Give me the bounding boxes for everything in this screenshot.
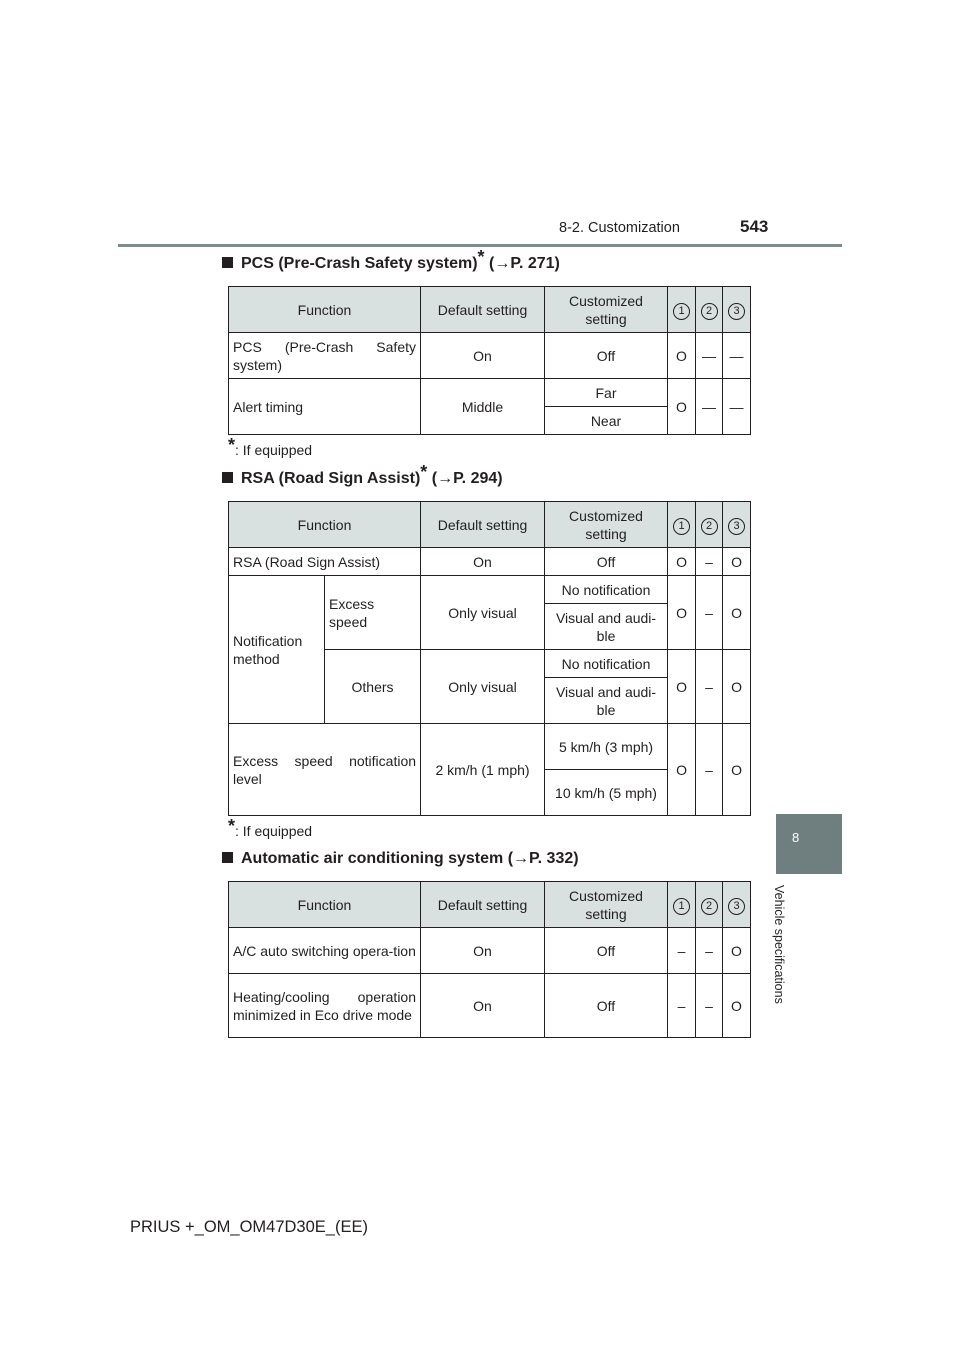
col3-header [723, 287, 751, 333]
default-setting-header: Default setting [421, 502, 545, 548]
rsa-section-title [222, 462, 503, 488]
customized-setting-header: Customized setting [545, 502, 668, 548]
footnote-star: * [228, 816, 236, 836]
c3-cell: O [723, 548, 751, 576]
table-row [229, 379, 751, 407]
c3-cell: O [723, 576, 751, 650]
pcs-section-title [222, 247, 560, 273]
circled-3-icon: 3 [728, 303, 745, 320]
rsa-page-ref: (→P. 294) [427, 470, 503, 487]
pcs-page-ref: (→P. 271) [484, 255, 560, 272]
c2-cell: – [696, 650, 723, 724]
default-cell: Middle [421, 379, 545, 435]
c1-cell: O [668, 724, 696, 816]
circled-2-icon: 2 [701, 303, 718, 320]
table-row [229, 576, 751, 604]
function-cell: Notification method [229, 576, 325, 724]
pcs-footnote-star: * [477, 247, 485, 267]
c2-cell: – [696, 548, 723, 576]
c3-cell: O [723, 724, 751, 816]
default-cell: On [421, 333, 545, 379]
square-bullet-icon [222, 257, 233, 268]
c2-cell: – [696, 928, 723, 974]
chapter-number: 8 [792, 830, 800, 845]
chapter-side-label [772, 885, 803, 1025]
col1-header [668, 882, 696, 928]
document-code-footer: PRIUS +_OM_OM47D30E_(EE) [130, 1218, 368, 1236]
square-bullet-icon [222, 472, 233, 483]
function-cell: Alert timing [229, 379, 421, 435]
table-row [229, 974, 751, 1038]
table-header-row [229, 502, 751, 548]
footnote-text: : If equipped [235, 823, 313, 839]
ac-settings-table [228, 881, 751, 1038]
footnote-star: * [228, 435, 236, 455]
col1-header [668, 287, 696, 333]
c2-cell: — [696, 333, 723, 379]
custom-cell: No notification [545, 650, 668, 678]
chapter-tab [776, 814, 842, 874]
function-header: Function [229, 287, 421, 333]
customized-setting-header: Customized setting [545, 882, 668, 928]
default-setting-header: Default setting [421, 287, 545, 333]
c3-cell: — [723, 379, 751, 435]
rsa-title-text: RSA (Road Sign Assist) [241, 470, 421, 487]
c3-cell: — [723, 333, 751, 379]
circled-1-icon: 1 [673, 303, 690, 320]
circled-1-icon: 1 [673, 898, 690, 915]
ac-page-ref: (→P. 332) [503, 850, 579, 867]
running-header-section: 8-2. Customization [559, 220, 680, 236]
col3-header [723, 882, 751, 928]
table-header-row [229, 882, 751, 928]
customized-setting-header: Customized setting [545, 287, 668, 333]
c1-cell: O [668, 548, 696, 576]
default-cell: Only visual [421, 576, 545, 650]
c3-cell: O [723, 974, 751, 1038]
default-cell: Only visual [421, 650, 545, 724]
circled-1-icon: 1 [673, 518, 690, 535]
table-row [229, 928, 751, 974]
c2-cell: — [696, 379, 723, 435]
circled-3-icon: 3 [728, 518, 745, 535]
custom-cell: Off [545, 928, 668, 974]
col2-header [696, 287, 723, 333]
col2-header [696, 882, 723, 928]
c3-cell: O [723, 650, 751, 724]
function-cell: PCS (Pre-Crash Safety system) [229, 333, 421, 379]
c2-cell: – [696, 724, 723, 816]
custom-cell: Off [545, 333, 668, 379]
custom-cell: Near [545, 407, 668, 435]
table-header-row [229, 287, 751, 333]
rsa-settings-table [228, 501, 751, 816]
custom-cell: Visual and audi-ble [545, 678, 668, 724]
default-cell: On [421, 548, 545, 576]
table-row [229, 333, 751, 379]
custom-cell: No notification [545, 576, 668, 604]
default-cell: On [421, 974, 545, 1038]
sub-function-cell: Others [325, 650, 421, 724]
chapter-title: Vehicle specifications [772, 885, 786, 1004]
c1-cell: O [668, 379, 696, 435]
col1-header [668, 502, 696, 548]
default-setting-header: Default setting [421, 882, 545, 928]
default-cell: 2 km/h (1 mph) [421, 724, 545, 816]
function-cell: Excess speed notification level [229, 724, 421, 816]
pcs-footnote [228, 435, 313, 458]
sub-function-cell: Excess speed [325, 576, 421, 650]
square-bullet-icon [222, 852, 233, 863]
function-header: Function [229, 882, 421, 928]
ac-section-title [222, 850, 579, 868]
custom-cell: Off [545, 548, 668, 576]
circled-3-icon: 3 [728, 898, 745, 915]
default-cell: On [421, 928, 545, 974]
ac-title-text: Automatic air conditioning system [241, 850, 504, 867]
table-row [229, 548, 751, 576]
custom-cell: Visual and audi-ble [545, 604, 668, 650]
function-header: Function [229, 502, 421, 548]
c3-cell: O [723, 928, 751, 974]
c2-cell: – [696, 974, 723, 1038]
circled-2-icon: 2 [701, 898, 718, 915]
circled-2-icon: 2 [701, 518, 718, 535]
c2-cell: – [696, 576, 723, 650]
rsa-footnote [228, 816, 313, 839]
col2-header [696, 502, 723, 548]
rsa-footnote-star: * [420, 462, 428, 482]
custom-cell: Far [545, 379, 668, 407]
col3-header [723, 502, 751, 548]
c1-cell: O [668, 650, 696, 724]
c1-cell: O [668, 576, 696, 650]
function-cell: A/C auto switching opera-tion [229, 928, 421, 974]
custom-cell: 10 km/h (5 mph) [545, 770, 668, 816]
function-cell: Heating/cooling operation minimized in Eco drive mode [229, 974, 421, 1038]
pcs-title-text: PCS (Pre-Crash Safety system) [241, 255, 478, 272]
footnote-text: : If equipped [235, 442, 313, 458]
c1-cell: O [668, 333, 696, 379]
pcs-settings-table [228, 286, 751, 435]
custom-cell: 5 km/h (3 mph) [545, 724, 668, 770]
page-number: 543 [740, 217, 769, 236]
function-cell: RSA (Road Sign Assist) [229, 548, 421, 576]
custom-cell: Off [545, 974, 668, 1038]
c1-cell: – [668, 928, 696, 974]
table-row [229, 724, 751, 770]
c1-cell: – [668, 974, 696, 1038]
